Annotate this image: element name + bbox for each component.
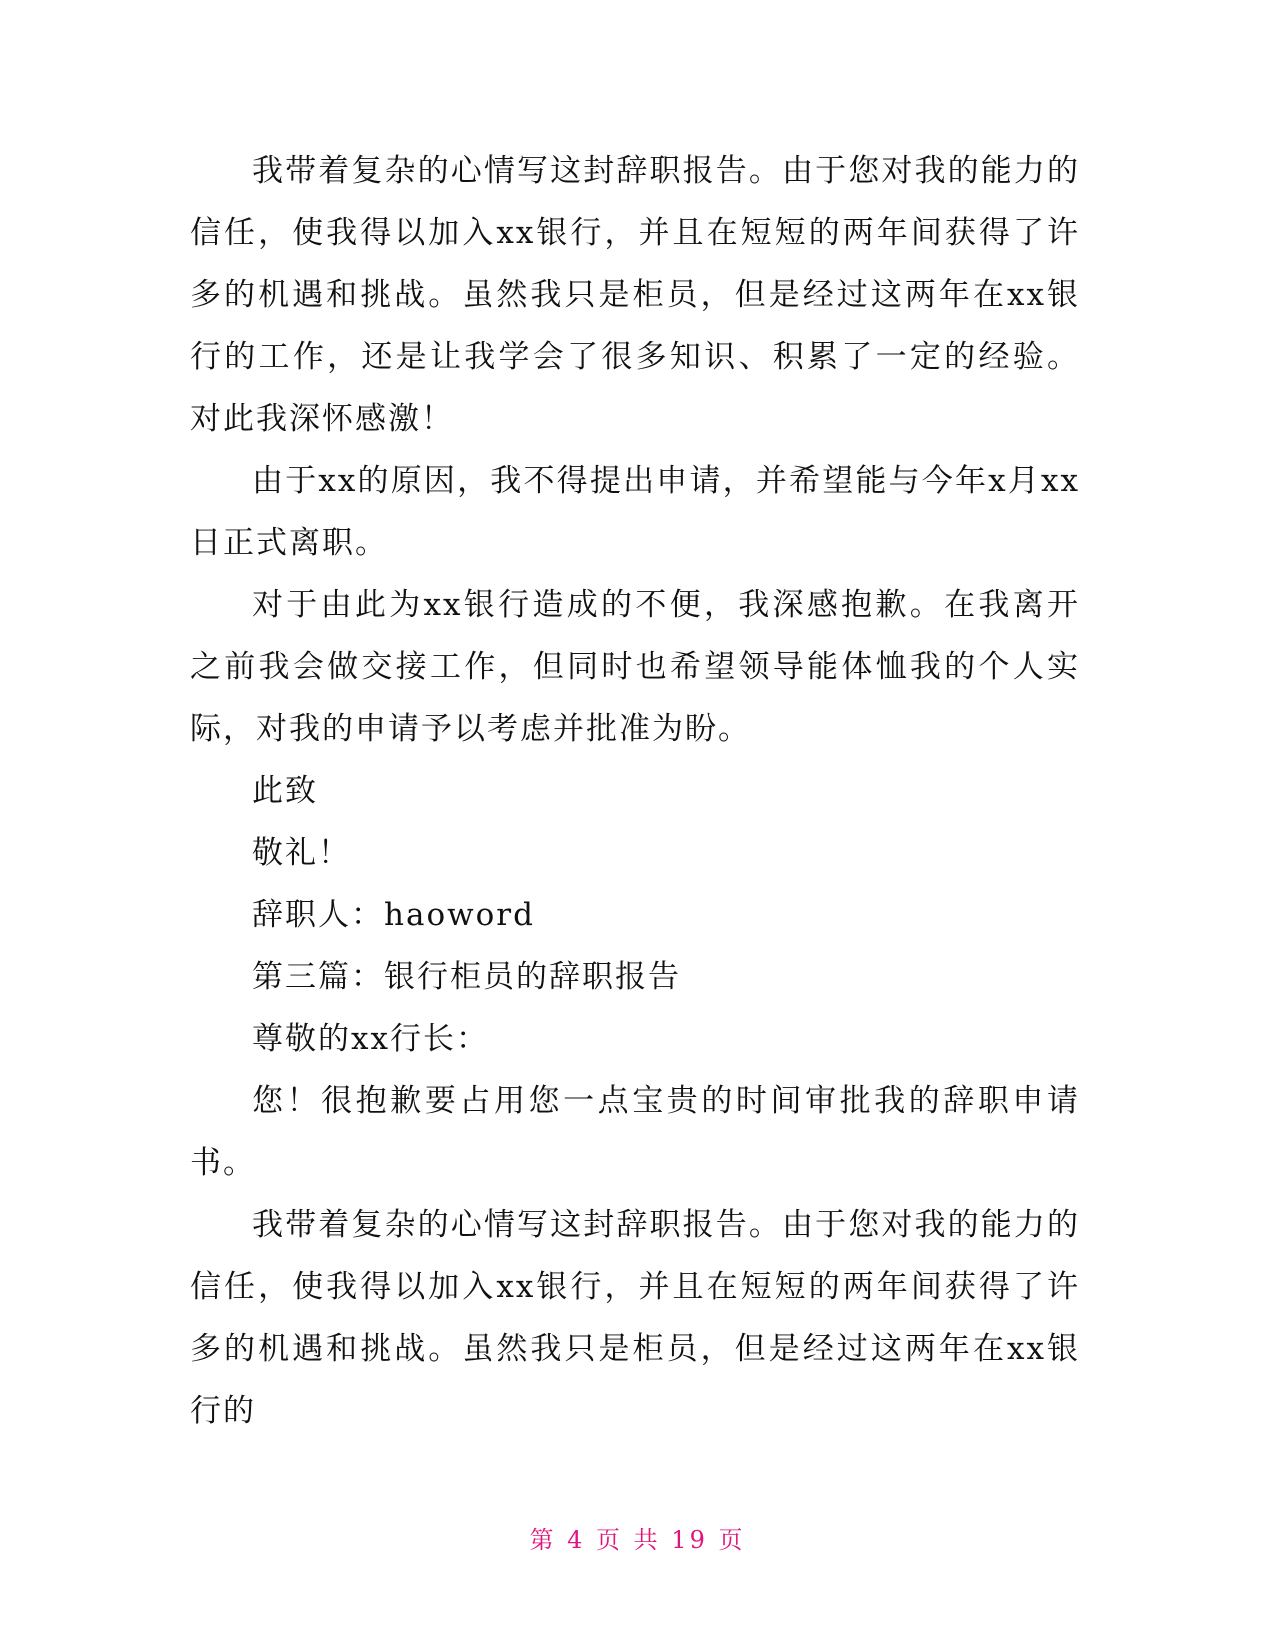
salutation-line: 敬礼！ (252, 835, 351, 871)
document-body (190, 140, 1080, 1442)
paragraph: 您！很抱歉要占用您一点宝贵的时间审批我的辞职申请书。 (190, 1083, 1080, 1181)
salutation-line: 此致 (252, 773, 318, 809)
page-number-footer: 第 4 页 共 19 页 (529, 1526, 746, 1554)
signature-line: 辞职人：haoword (252, 897, 535, 933)
addressee-line: 尊敬的xx行长： (252, 1021, 489, 1057)
paragraph: 对于由此为xx银行造成的不便，我深感抱歉。在我离开之前我会做交接工作，但同时也希望领导能体恤我的个人实际，对我的申请予以考虑并批准为盼。 (190, 587, 1080, 747)
paragraph: 我带着复杂的心情写这封辞职报告。由于您对我的能力的信任，使我得以加入xx银行，并且在短短的两年间获得了许多的机遇和挑战。虽然我只是柜员，但是经过这两年在xx银行的 (190, 1207, 1080, 1429)
paragraph: 我带着复杂的心情写这封辞职报告。由于您对我的能力的信任，使我得以加入xx银行，并且在短短的两年间获得了许多的机遇和挑战。虽然我只是柜员，但是经过这两年在xx银行的工作，还是让我学会了很多知识、积累了一定的经验。对此我深怀感激！ (190, 153, 1080, 437)
paragraph: 由于xx的原因，我不得提出申请，并希望能与今年x月xx日正式离职。 (190, 463, 1080, 561)
section-heading: 第三篇：银行柜员的辞职报告 (252, 959, 681, 995)
